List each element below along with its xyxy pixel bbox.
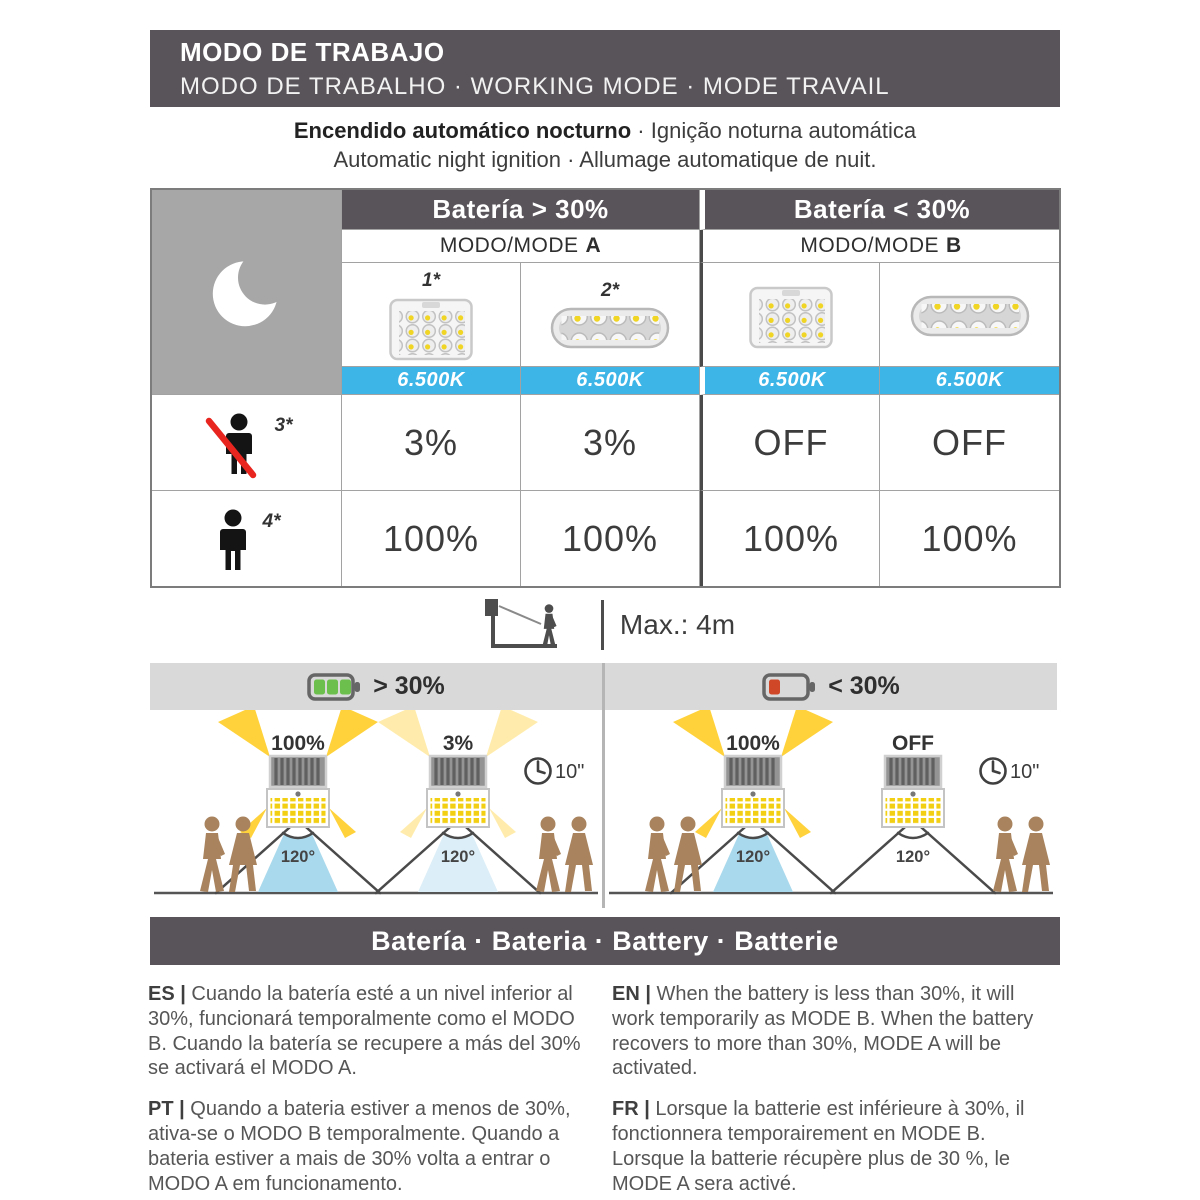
value-4-a1: 100% bbox=[342, 491, 521, 586]
note-pt bbox=[148, 1097, 598, 1196]
moon-icon bbox=[202, 247, 292, 337]
led-cell-b1 bbox=[700, 263, 880, 367]
value-4-b2: 100% bbox=[921, 517, 1018, 559]
working-mode-table bbox=[150, 188, 1061, 588]
language-notes bbox=[148, 982, 1062, 1196]
sensor-range-label: Max.: 4m bbox=[619, 609, 736, 640]
mode-b-label: MODO/MODE bbox=[800, 234, 939, 257]
battery-low-label: < 30% bbox=[828, 672, 900, 700]
temp-a1: 6.500K bbox=[342, 367, 521, 395]
temp-b2: 6.500K bbox=[880, 367, 1059, 395]
page-title: MODO DE TRABAJO bbox=[180, 36, 445, 67]
night-cell bbox=[152, 190, 342, 395]
panel-low-header bbox=[605, 663, 1057, 710]
mode-a-label: MODO/MODE bbox=[439, 234, 579, 257]
note-es-lang: ES | bbox=[148, 983, 186, 1005]
mode-a-row bbox=[342, 230, 700, 263]
person-crossed-icon bbox=[201, 411, 265, 483]
angle-label: 120° bbox=[280, 848, 316, 866]
value-3-a2: 3% bbox=[521, 395, 700, 491]
lamp-label: OFF bbox=[892, 732, 934, 755]
battery-section-bar: Batería · Bateria · Battery · Batterie bbox=[150, 917, 1060, 965]
person-icon bbox=[213, 507, 253, 579]
note-es-text: Cuando la batería esté a un nivel inferior al 30%, funcionará temporalmente como el MODO B. Cuando la batería se recupere a más del 30% se activará el MODO A. bbox=[148, 983, 581, 1080]
mode-b-letter: B bbox=[946, 234, 962, 257]
intro-line1 bbox=[150, 116, 1060, 145]
led-cell-b2 bbox=[880, 263, 1059, 367]
motion-sensor-range-icon bbox=[475, 593, 585, 657]
intro-text bbox=[150, 116, 1060, 175]
note-pt-lang: PT | bbox=[148, 1098, 185, 1121]
led-cell-a1 bbox=[342, 263, 521, 367]
panel-high-header bbox=[150, 663, 602, 710]
note-en bbox=[612, 982, 1062, 1081]
value-4-b1: 100% bbox=[700, 491, 880, 586]
timer-icon bbox=[981, 759, 1006, 784]
ref-label-4: 4* bbox=[262, 511, 281, 532]
panel-low-illustration bbox=[605, 710, 1057, 908]
intro-line2: Automatic night ignition · Allumage automatique de nuit. bbox=[333, 147, 877, 173]
value-3-b1: OFF bbox=[700, 395, 880, 491]
ref-label-1: 1* bbox=[422, 270, 440, 291]
intro-line1-bold: Encendido automático nocturno bbox=[293, 118, 632, 143]
separator-bar bbox=[601, 600, 604, 650]
note-fr-text: Lorsque la batterie est inférieure à 30%, il fonctionnera temporairement en MODE B. Lorsque la batterie récupère plus de 30 %, le MODE A sera activé. bbox=[612, 1098, 1025, 1195]
person-cell bbox=[152, 491, 342, 586]
note-es bbox=[148, 982, 598, 1081]
page-subtitle: MODO DE TRABALHO · WORKING MODE · MODE TRAVAIL bbox=[180, 72, 890, 100]
panel-battery-low bbox=[605, 663, 1057, 908]
panel-battery-high bbox=[150, 663, 602, 908]
note-fr bbox=[612, 1097, 1062, 1196]
intro-line1-rest: · Ignição noturna automática bbox=[631, 118, 917, 143]
angle-label: 120° bbox=[895, 848, 931, 866]
battery-high-label: > 30% bbox=[373, 672, 445, 700]
battery-high-header: Batería > 30% bbox=[342, 190, 700, 230]
mode-a-letter: A bbox=[585, 234, 602, 257]
mode-b-row bbox=[700, 230, 1059, 263]
temp-a2: 6.500K bbox=[521, 367, 700, 395]
timer-label: 10" bbox=[1010, 761, 1040, 783]
timer-icon bbox=[526, 759, 551, 784]
sensor-range-row bbox=[150, 591, 1060, 659]
led-panel-square-icon bbox=[749, 283, 833, 349]
lamp-label: 3% bbox=[442, 732, 474, 755]
led-cell-a2 bbox=[521, 263, 700, 367]
section-title-bar bbox=[150, 30, 1060, 107]
note-en-lang: EN | bbox=[612, 983, 651, 1005]
no-person-cell bbox=[152, 395, 342, 491]
battery-low-icon bbox=[762, 672, 816, 702]
angle-label: 120° bbox=[735, 848, 771, 866]
temp-b1: 6.500K bbox=[700, 367, 880, 395]
led-panel-bar-icon bbox=[910, 293, 1030, 339]
lamp-label: 100% bbox=[271, 732, 325, 755]
note-pt-text: Quando a bateria estiver a menos de 30%, ativa-se o MODO B temporalmente. Quando a bateria estiver a mais de 30% volta a entrar o MODO A em funcionamento. bbox=[148, 1098, 571, 1195]
note-fr-lang: FR | bbox=[612, 1098, 650, 1121]
value-4-a2: 100% bbox=[521, 491, 700, 586]
battery-low-header: Batería < 30% bbox=[700, 190, 1059, 230]
lamp-label: 100% bbox=[726, 732, 780, 755]
timer-label: 10" bbox=[555, 761, 585, 783]
value-3-a1: 3% bbox=[342, 395, 521, 491]
ref-label-2: 2* bbox=[601, 280, 619, 301]
note-en-text: When the battery is less than 30%, it will work temporarily as MODE B. When the battery recovers to more than 30%, MODE A will be activated. bbox=[612, 983, 1034, 1080]
angle-label: 120° bbox=[440, 848, 476, 866]
battery-mode-panels bbox=[150, 663, 1060, 908]
led-panel-square-icon bbox=[389, 295, 473, 361]
led-panel-bar-icon bbox=[550, 305, 670, 351]
panel-high-illustration bbox=[150, 710, 602, 908]
battery-high-icon bbox=[307, 672, 361, 702]
ref-label-3: 3* bbox=[274, 415, 293, 436]
value-3-b2: OFF bbox=[880, 395, 1059, 491]
